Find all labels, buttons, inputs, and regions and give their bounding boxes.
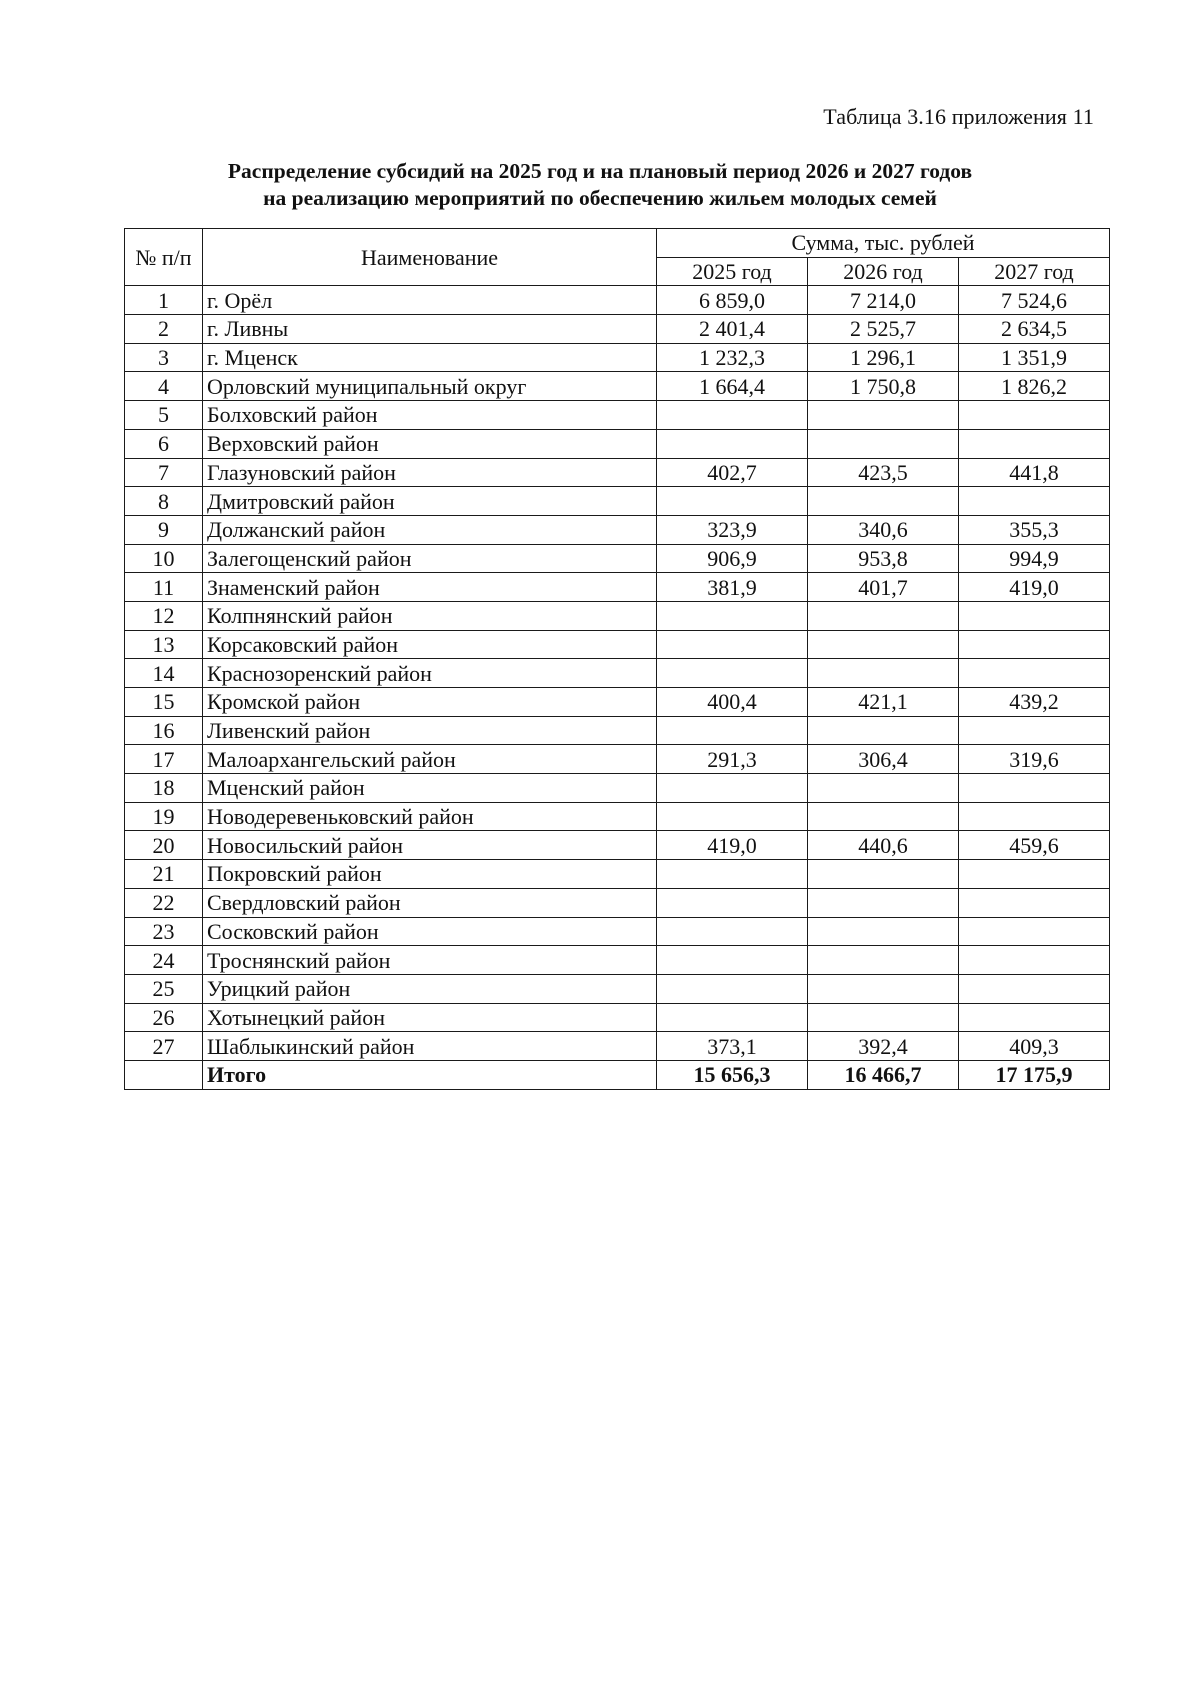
row-value-2027 bbox=[959, 601, 1110, 630]
row-name: Урицкий район bbox=[203, 974, 657, 1003]
total-label: Итого bbox=[203, 1060, 657, 1089]
row-value-2025: 906,9 bbox=[657, 544, 808, 573]
row-number: 26 bbox=[125, 1003, 203, 1032]
row-value-2025 bbox=[657, 974, 808, 1003]
row-value-2026: 440,6 bbox=[808, 831, 959, 860]
row-value-2027 bbox=[959, 659, 1110, 688]
row-value-2025: 402,7 bbox=[657, 458, 808, 487]
row-name: Болховский район bbox=[203, 401, 657, 430]
row-number: 7 bbox=[125, 458, 203, 487]
row-value-2025: 419,0 bbox=[657, 831, 808, 860]
table-row bbox=[125, 745, 1110, 774]
table-body bbox=[125, 286, 1110, 1061]
row-value-2026 bbox=[808, 860, 959, 889]
title-line-1: Распределение субсидий на 2025 год и на плановый период 2026 и 2027 годов bbox=[227, 159, 973, 183]
row-value-2026: 423,5 bbox=[808, 458, 959, 487]
row-value-2027: 441,8 bbox=[959, 458, 1110, 487]
table-row bbox=[125, 458, 1110, 487]
row-value-2025 bbox=[657, 487, 808, 516]
row-value-2026 bbox=[808, 429, 959, 458]
row-value-2027 bbox=[959, 1003, 1110, 1032]
table-row bbox=[125, 888, 1110, 917]
row-value-2026 bbox=[808, 974, 959, 1003]
header-year-2025: 2025 год bbox=[657, 257, 808, 286]
table-row bbox=[125, 831, 1110, 860]
row-number: 1 bbox=[125, 286, 203, 315]
row-number: 24 bbox=[125, 946, 203, 975]
row-name: Орловский муниципальный округ bbox=[203, 372, 657, 401]
row-number: 22 bbox=[125, 888, 203, 917]
row-value-2026: 392,4 bbox=[808, 1032, 959, 1061]
row-value-2026 bbox=[808, 946, 959, 975]
row-number: 21 bbox=[125, 860, 203, 889]
table-row bbox=[125, 573, 1110, 602]
row-value-2027: 994,9 bbox=[959, 544, 1110, 573]
row-number: 16 bbox=[125, 716, 203, 745]
row-number: 23 bbox=[125, 917, 203, 946]
row-value-2025 bbox=[657, 429, 808, 458]
row-value-2025 bbox=[657, 716, 808, 745]
row-value-2025 bbox=[657, 860, 808, 889]
subsidy-table bbox=[124, 228, 1110, 1090]
title-line-2: на реализацию мероприятий по обеспечению жильем молодых семей bbox=[263, 186, 937, 210]
row-value-2026 bbox=[808, 487, 959, 516]
row-name: г. Мценск bbox=[203, 343, 657, 372]
row-value-2027 bbox=[959, 974, 1110, 1003]
total-row bbox=[125, 1060, 1110, 1089]
header-name: Наименование bbox=[203, 229, 657, 286]
row-value-2027 bbox=[959, 774, 1110, 803]
row-number: 18 bbox=[125, 774, 203, 803]
row-value-2025 bbox=[657, 802, 808, 831]
row-value-2027: 1 351,9 bbox=[959, 343, 1110, 372]
table-row bbox=[125, 515, 1110, 544]
row-value-2025: 6 859,0 bbox=[657, 286, 808, 315]
row-name: Корсаковский район bbox=[203, 630, 657, 659]
row-name: Колпнянский район bbox=[203, 601, 657, 630]
row-value-2027 bbox=[959, 401, 1110, 430]
table-row bbox=[125, 917, 1110, 946]
row-value-2025 bbox=[657, 946, 808, 975]
table-row bbox=[125, 1003, 1110, 1032]
row-value-2026: 953,8 bbox=[808, 544, 959, 573]
row-number: 10 bbox=[125, 544, 203, 573]
row-value-2026 bbox=[808, 917, 959, 946]
row-value-2025 bbox=[657, 1003, 808, 1032]
row-name: Должанский район bbox=[203, 515, 657, 544]
table-row bbox=[125, 286, 1110, 315]
table-row bbox=[125, 716, 1110, 745]
table-row bbox=[125, 315, 1110, 344]
row-value-2027 bbox=[959, 946, 1110, 975]
row-value-2025: 2 401,4 bbox=[657, 315, 808, 344]
row-value-2027: 1 826,2 bbox=[959, 372, 1110, 401]
row-value-2027: 7 524,6 bbox=[959, 286, 1110, 315]
row-name: Троснянский район bbox=[203, 946, 657, 975]
row-name: Новодеревеньковский район bbox=[203, 802, 657, 831]
total-2026: 16 466,7 bbox=[808, 1060, 959, 1089]
row-number: 17 bbox=[125, 745, 203, 774]
row-number: 20 bbox=[125, 831, 203, 860]
row-value-2026 bbox=[808, 630, 959, 659]
row-value-2026 bbox=[808, 774, 959, 803]
row-name: Ливенский район bbox=[203, 716, 657, 745]
table-row bbox=[125, 487, 1110, 516]
row-name: Кромской район bbox=[203, 688, 657, 717]
row-name: г. Орёл bbox=[203, 286, 657, 315]
row-value-2027 bbox=[959, 487, 1110, 516]
row-value-2025: 291,3 bbox=[657, 745, 808, 774]
table-row bbox=[125, 1032, 1110, 1061]
row-value-2026 bbox=[808, 802, 959, 831]
table-row bbox=[125, 860, 1110, 889]
row-value-2025 bbox=[657, 630, 808, 659]
row-value-2025 bbox=[657, 917, 808, 946]
row-value-2025: 323,9 bbox=[657, 515, 808, 544]
row-value-2026: 2 525,7 bbox=[808, 315, 959, 344]
row-name: Сосковский район bbox=[203, 917, 657, 946]
table-header bbox=[125, 229, 1110, 286]
row-number: 13 bbox=[125, 630, 203, 659]
row-number: 19 bbox=[125, 802, 203, 831]
row-value-2027: 409,3 bbox=[959, 1032, 1110, 1061]
row-name: Знаменский район bbox=[203, 573, 657, 602]
row-number: 12 bbox=[125, 601, 203, 630]
row-value-2025: 1 664,4 bbox=[657, 372, 808, 401]
row-value-2027 bbox=[959, 860, 1110, 889]
row-number: 8 bbox=[125, 487, 203, 516]
table-row bbox=[125, 343, 1110, 372]
row-value-2025 bbox=[657, 659, 808, 688]
row-value-2025: 400,4 bbox=[657, 688, 808, 717]
row-value-2027: 319,6 bbox=[959, 745, 1110, 774]
row-name: Хотынецкий район bbox=[203, 1003, 657, 1032]
row-value-2026: 1 750,8 bbox=[808, 372, 959, 401]
row-value-2027 bbox=[959, 630, 1110, 659]
row-value-2027 bbox=[959, 716, 1110, 745]
table-row bbox=[125, 946, 1110, 975]
row-value-2026: 1 296,1 bbox=[808, 343, 959, 372]
row-name: Мценский район bbox=[203, 774, 657, 803]
row-number: 25 bbox=[125, 974, 203, 1003]
header-number: № п/п bbox=[125, 229, 203, 286]
row-value-2026 bbox=[808, 888, 959, 917]
row-value-2027: 459,6 bbox=[959, 831, 1110, 860]
row-name: г. Ливны bbox=[203, 315, 657, 344]
total-2027: 17 175,9 bbox=[959, 1060, 1110, 1089]
row-value-2025: 381,9 bbox=[657, 573, 808, 602]
row-value-2026 bbox=[808, 401, 959, 430]
row-number: 3 bbox=[125, 343, 203, 372]
row-value-2027 bbox=[959, 888, 1110, 917]
total-number-cell bbox=[125, 1060, 203, 1089]
row-number: 15 bbox=[125, 688, 203, 717]
total-2025: 15 656,3 bbox=[657, 1060, 808, 1089]
table-row bbox=[125, 688, 1110, 717]
row-number: 5 bbox=[125, 401, 203, 430]
table-row bbox=[125, 544, 1110, 573]
row-value-2026: 7 214,0 bbox=[808, 286, 959, 315]
row-name: Малоархангельский район bbox=[203, 745, 657, 774]
row-number: 27 bbox=[125, 1032, 203, 1061]
row-value-2026: 401,7 bbox=[808, 573, 959, 602]
row-value-2026 bbox=[808, 601, 959, 630]
row-name: Глазуновский район bbox=[203, 458, 657, 487]
row-value-2027 bbox=[959, 917, 1110, 946]
table-reference: Таблица 3.16 приложения 11 bbox=[823, 104, 1094, 129]
table-row bbox=[125, 802, 1110, 831]
row-number: 11 bbox=[125, 573, 203, 602]
table-row bbox=[125, 774, 1110, 803]
row-value-2027 bbox=[959, 802, 1110, 831]
row-value-2027 bbox=[959, 429, 1110, 458]
header-year-2026: 2026 год bbox=[808, 257, 959, 286]
row-value-2025: 373,1 bbox=[657, 1032, 808, 1061]
row-name: Залегощенский район bbox=[203, 544, 657, 573]
row-value-2025 bbox=[657, 401, 808, 430]
row-value-2026 bbox=[808, 659, 959, 688]
row-value-2026 bbox=[808, 716, 959, 745]
row-value-2027: 439,2 bbox=[959, 688, 1110, 717]
row-name: Дмитровский район bbox=[203, 487, 657, 516]
header-sum: Сумма, тыс. рублей bbox=[657, 229, 1110, 258]
row-name: Покровский район bbox=[203, 860, 657, 889]
header-year-2027: 2027 год bbox=[959, 257, 1110, 286]
row-number: 6 bbox=[125, 429, 203, 458]
row-value-2026: 306,4 bbox=[808, 745, 959, 774]
row-value-2026: 421,1 bbox=[808, 688, 959, 717]
row-value-2025 bbox=[657, 888, 808, 917]
table-row bbox=[125, 974, 1110, 1003]
table-row bbox=[125, 601, 1110, 630]
row-number: 2 bbox=[125, 315, 203, 344]
table-row bbox=[125, 429, 1110, 458]
table-row bbox=[125, 659, 1110, 688]
document-title bbox=[120, 158, 1080, 212]
row-name: Краснозоренский район bbox=[203, 659, 657, 688]
table-row bbox=[125, 401, 1110, 430]
row-name: Шаблыкинский район bbox=[203, 1032, 657, 1061]
row-number: 4 bbox=[125, 372, 203, 401]
row-value-2025: 1 232,3 bbox=[657, 343, 808, 372]
row-name: Верховский район bbox=[203, 429, 657, 458]
row-value-2025 bbox=[657, 774, 808, 803]
row-name: Новосильский район bbox=[203, 831, 657, 860]
row-number: 14 bbox=[125, 659, 203, 688]
row-value-2025 bbox=[657, 601, 808, 630]
row-value-2026 bbox=[808, 1003, 959, 1032]
row-name: Свердловский район bbox=[203, 888, 657, 917]
table-row bbox=[125, 630, 1110, 659]
row-value-2027: 355,3 bbox=[959, 515, 1110, 544]
row-value-2027: 419,0 bbox=[959, 573, 1110, 602]
table-row bbox=[125, 372, 1110, 401]
row-number: 9 bbox=[125, 515, 203, 544]
row-value-2026: 340,6 bbox=[808, 515, 959, 544]
row-value-2027: 2 634,5 bbox=[959, 315, 1110, 344]
